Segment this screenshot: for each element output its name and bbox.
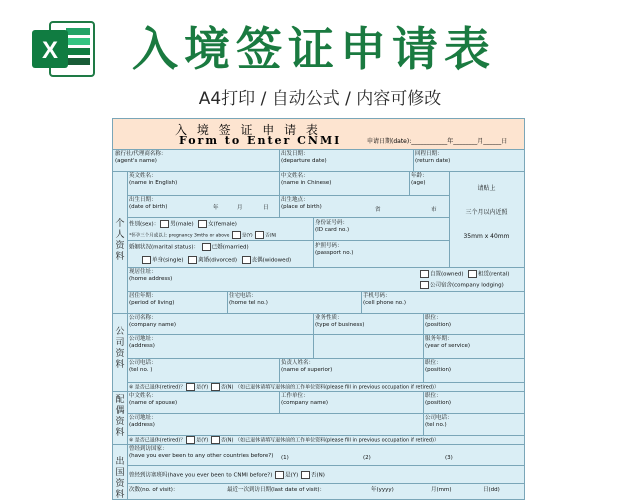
living-period-label: 居住年期： (period of living): [129, 293, 175, 306]
divorced-checkbox[interactable]: [188, 256, 197, 264]
passport-label: 护照号码： (passport no.): [315, 243, 354, 256]
company-address-label: 公司地址： (address): [129, 336, 157, 349]
company-position-label-2: 职位： (position): [425, 360, 452, 373]
last-visit-year: 年(yyyy): [371, 487, 394, 493]
svg-text:X: X: [41, 37, 59, 64]
english-name-label: 英文姓名： (name in English): [129, 173, 178, 186]
home-address-label: 现居住址： (home address): [129, 269, 173, 282]
company-name-label: 公司名称： (company name): [129, 315, 176, 328]
return-date-label: 回程日期： (return date): [415, 151, 451, 164]
id-card-label: 身份证号码： (ID card no.): [315, 220, 350, 233]
widowed-checkbox[interactable]: [242, 256, 251, 264]
photo-instruction-2: 三个月以内近照: [465, 209, 508, 216]
agent-name-label: 旅行社/代理商名称： (agent's name): [115, 151, 167, 164]
spouse-retired-row: ※ 是否已退休(retired)？ 是(Y) 否(N) （如已退休请填写退休前的工作单位资料(please fill in previous occupation if retired)）: [129, 437, 440, 444]
dob-month-label: 月: [237, 205, 243, 211]
dob-year-label: 年: [213, 205, 219, 211]
country-2: (2): [363, 455, 371, 461]
last-visit-month: 月(mm): [431, 487, 452, 493]
city-label: 市: [431, 207, 437, 213]
apply-date-field[interactable]: 申请日期(date):____________年________月______日: [367, 138, 508, 145]
sex-row: 性别(sex)： 男(male) 女(female): [129, 221, 237, 228]
service-years-label: 服务年期： (year of service): [425, 336, 471, 349]
age-label: 年龄： (age): [411, 173, 428, 186]
country-3: (3): [445, 455, 453, 461]
retired-yes-checkbox[interactable]: [186, 383, 195, 391]
visits-label: 次数(no. of visit)：: [129, 487, 179, 493]
spouse-position-label: 职位： (position): [425, 393, 452, 406]
female-checkbox[interactable]: [198, 220, 207, 228]
married-checkbox[interactable]: [202, 243, 211, 251]
section-personal: 个人资料: [115, 219, 125, 262]
pregnancy-no-checkbox[interactable]: [255, 231, 264, 239]
departure-date-label: 出发日期： (departure date): [281, 151, 327, 164]
dob-label: 出生日期： (date of birth): [129, 197, 168, 210]
chinese-name-label: 中文姓名： (name in Chinese): [281, 173, 332, 186]
pregnancy-row: *怀孕三个月或以上 pregnancy 3mths or above 是(Y) 否(N): [129, 231, 276, 240]
pob-label: 出生地点： (place of birth): [281, 197, 322, 210]
last-visit-label: 最近一次到访日期(last date of visit)：: [227, 487, 325, 493]
housing-options: 自置(owned) 租赁(rental): [419, 270, 509, 279]
section-company: 公司资料: [115, 327, 125, 370]
cnmi-yes-checkbox[interactable]: [275, 471, 284, 479]
retired-row: ※ 是否已退休(retired)？ 是(Y) 否(N) （如已退休请填写退休前的工作单位资料(please fill in previous occupation if retired)）: [129, 384, 440, 391]
superior-name-label: 负责人姓名： (name of superior): [281, 360, 333, 373]
spouse-tel-label: 公司电话： (tel no.): [425, 415, 453, 428]
section-travel: 出国资料: [115, 457, 125, 500]
spouse-retired-yes-checkbox[interactable]: [186, 436, 195, 444]
spouse-name-label: 中文姓名： (name of spouse): [129, 393, 178, 406]
province-label: 省: [375, 207, 381, 213]
cell-phone-label: 手机号码： (cell phone no.): [363, 293, 406, 306]
company-lodging-checkbox[interactable]: [420, 281, 429, 289]
company-position-label: 职位： (position): [425, 315, 452, 328]
rental-checkbox[interactable]: [468, 270, 477, 278]
owned-checkbox[interactable]: [420, 270, 429, 278]
form-title-cn: 入 境 签 证 申 请 表: [175, 123, 321, 137]
business-type-label: 业务性质： (type of business): [315, 315, 365, 328]
excel-icon: [30, 18, 96, 80]
form-title-en: Form to Enter CNMI: [179, 134, 342, 147]
page-subtitle: A4打印 / 自动公式 / 内容可修改: [198, 89, 442, 109]
home-tel-label: 住宅电话： (home tel no.): [229, 293, 268, 306]
cnmi-before-row: 曾经到访塞班吗(have you ever been to CNMI before?) 是(Y) 否(N): [129, 472, 325, 479]
photo-instruction-1: 请贴上: [477, 185, 496, 192]
photo-size: 35mm x 40mm: [463, 233, 510, 240]
pregnancy-yes-checkbox[interactable]: [232, 231, 241, 239]
cnmi-no-checkbox[interactable]: [301, 471, 310, 479]
retired-no-checkbox[interactable]: [211, 383, 220, 391]
spouse-work-label: 工作单位： (company name): [281, 393, 328, 406]
visa-form-sheet: [112, 118, 525, 500]
male-checkbox[interactable]: [160, 220, 169, 228]
spouse-retired-no-checkbox[interactable]: [211, 436, 220, 444]
single-checkbox[interactable]: [142, 256, 151, 264]
last-visit-day: 日(dd): [483, 487, 500, 493]
company-tel-label: 公司电话： (tel no. ): [129, 360, 157, 373]
spouse-address-label: 公司地址： (address): [129, 415, 157, 428]
marital-options: 单身(single) 离婚(divorced) 丧偶(widowed): [141, 256, 291, 265]
countries-visited-label: 曾经到访国家： (have you ever been to any other countries before?): [129, 446, 274, 459]
header-banner: [0, 0, 640, 118]
dob-day-label: 日: [263, 205, 269, 211]
section-spouse: 配偶资料: [115, 395, 125, 438]
marital-row: 婚姻状况(marital status)： 已婚(married): [129, 244, 249, 251]
country-1: (1): [281, 455, 289, 461]
lodging-option: 公司宿舍(company lodging): [419, 281, 504, 290]
page-title: 入境签证申请表: [132, 22, 496, 76]
